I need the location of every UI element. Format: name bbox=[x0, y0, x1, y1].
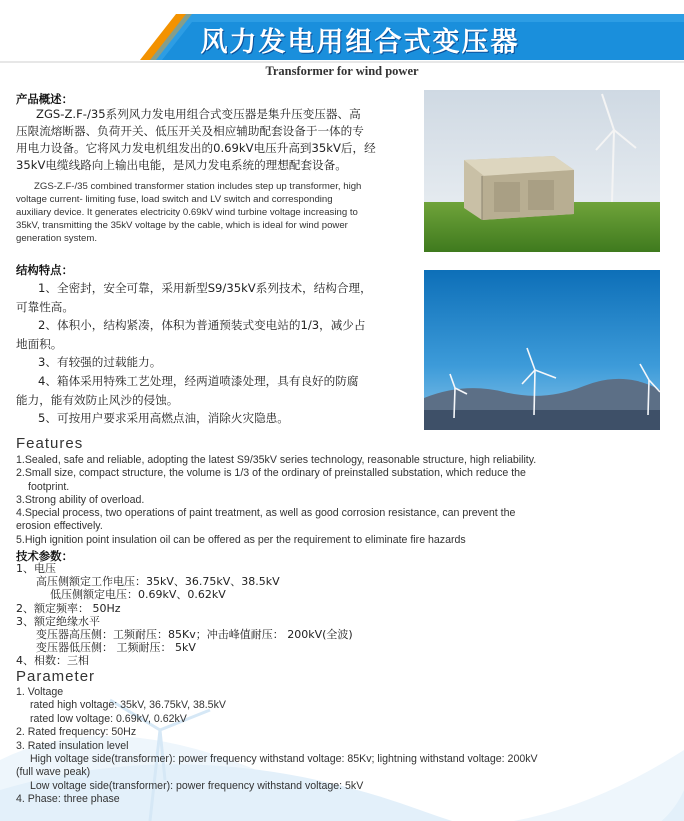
list-item: 3、有较强的过载能力。 bbox=[38, 355, 162, 370]
list-item: 4. Phase: three phase bbox=[16, 793, 120, 806]
page-title: 风力发电用组合式变压器 bbox=[200, 27, 520, 58]
structure-heading: 结构特点： bbox=[16, 263, 73, 277]
list-item: 1.Sealed, safe and reliable, adopting the latest S9/35kV series technology, reasonable structure, high reliability. bbox=[16, 454, 537, 466]
transformer-photo bbox=[424, 90, 660, 252]
list-item: 可靠性高。 bbox=[16, 299, 74, 314]
parameter-heading: Parameter bbox=[16, 668, 96, 685]
text-line: 35kV电缆线路向上输出电能，是风力发电系统的理想配套设备。 bbox=[16, 158, 347, 172]
list-item: 能力，能有效防止风沙的侵蚀。 bbox=[16, 392, 179, 407]
text-line: ZGS-Z.F-/35系列风力发电用组合式变压器是集升压变压器、高 bbox=[36, 107, 361, 121]
list-item: (full wave peak) bbox=[16, 766, 91, 779]
list-item: 1、全密封，安全可靠，采用新型S9/35kV系列技术，结构合理， bbox=[38, 281, 372, 295]
features-list bbox=[16, 454, 676, 547]
wind-turbines-photo bbox=[424, 270, 660, 430]
page-subtitle: Transformer for wind power bbox=[265, 64, 419, 78]
tech-list bbox=[16, 562, 536, 668]
overview-heading: 产品概述： bbox=[16, 92, 73, 106]
text-line: 用电力设备。它将风力发电机组发出的0.69kV电压升高到35kV后，经 bbox=[16, 141, 376, 155]
text-line: 35kV, transmitting the 35kV voltage by the cable, which is ideal for wind power bbox=[16, 220, 348, 231]
list-item: 2.Small size, compact structure, the volume is 1/3 of the ordinary of preinstalled substation, which reduce the bbox=[16, 467, 526, 480]
list-item: 4、箱体采用特殊工艺处理，经两道喷漆处理，具有良好的防腐 bbox=[38, 373, 359, 388]
list-item: 2. Rated frequency: 50Hz bbox=[16, 726, 137, 739]
list-item: 5、可按用户要求采用高燃点油，消除火灾隐患。 bbox=[38, 411, 289, 426]
list-item: 变压器高压侧：工频耐压：85Kv；冲击峰值耐压： 200kV(全波) bbox=[36, 628, 353, 642]
text-line: voltage current- limiting fuse, load switch and LV switch and corresponding bbox=[16, 194, 333, 205]
list-item: 3. Rated insulation level bbox=[16, 739, 129, 752]
list-item: 2、额定频率： 50Hz bbox=[16, 601, 121, 615]
list-item: 低压侧额定电压：0.69kV、0.62kV bbox=[50, 588, 226, 602]
list-item: 4、相数：三相 bbox=[16, 654, 89, 668]
list-item: erosion effectively. bbox=[16, 520, 103, 533]
list-item: rated high voltage: 35kV, 36.75kV, 38.5kV bbox=[30, 699, 226, 712]
list-item: 高压侧额定工作电压：35kV、36.75kV、38.5kV bbox=[36, 575, 280, 589]
list-item: 3.Strong ability of overload. bbox=[16, 493, 145, 506]
list-item: 4.Special process, two operations of paint treatment, as well as good corrosion resistance, can prevent the bbox=[16, 507, 516, 520]
text-line: auxiliary device. It generates electricity 0.69kV wind turbine voltage increasing to bbox=[16, 207, 358, 218]
tech-heading: 技术参数： bbox=[16, 549, 73, 563]
overview-en-text bbox=[16, 180, 418, 245]
structure-list bbox=[16, 279, 416, 428]
text-line: generation system. bbox=[16, 233, 98, 244]
list-item: 5.High ignition point insulation oil can be offered as per the requirement to eliminate fire hazards bbox=[16, 533, 466, 546]
list-item: 变压器低压侧： 工频耐压： 5kV bbox=[36, 641, 196, 655]
list-item: High voltage side(transformer): power frequency withstand voltage: 85Kv; lightning withstand voltage: 200kV bbox=[30, 753, 538, 766]
text-line: 压限流熔断器、负荷开关、低压开关及相应辅助配套设备于一体的专 bbox=[16, 124, 364, 138]
list-item: Low voltage side(transformer): power frequency withstand voltage: 5kV bbox=[30, 779, 364, 792]
text-line: ZGS-Z.F-/35 combined transformer station includes step up transformer, high bbox=[34, 181, 362, 192]
list-item: rated low voltage: 0.69kV, 0.62kV bbox=[30, 712, 187, 725]
list-item: 2、体积小，结构紧凑，体积为普通预装式变电站的1/3，减少占 bbox=[38, 318, 366, 333]
list-item: footprint. bbox=[28, 480, 70, 493]
overview-cn-text bbox=[16, 106, 414, 174]
list-item: 1、电压 bbox=[16, 562, 56, 575]
parameter-list bbox=[16, 686, 680, 807]
features-heading: Features bbox=[16, 435, 84, 452]
list-item: 地面积。 bbox=[16, 336, 63, 351]
list-item: 3、额定绝缘水平 bbox=[16, 614, 100, 628]
list-item: 1. Voltage bbox=[16, 686, 64, 698]
